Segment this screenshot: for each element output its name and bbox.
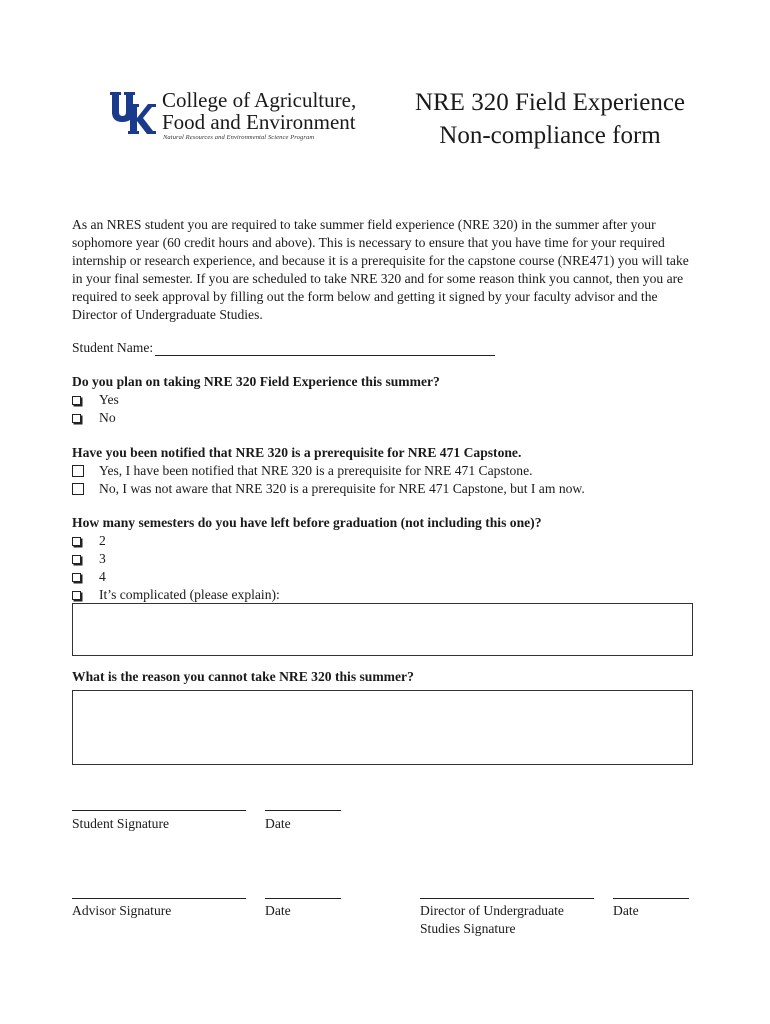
option-label: 4 xyxy=(99,569,106,584)
student-signature-label: Student Signature xyxy=(72,816,170,831)
title-line1: NRE 320 Field Experience xyxy=(414,89,686,116)
checkbox-icon[interactable] xyxy=(72,555,81,564)
option-label: No xyxy=(99,410,116,425)
form-title xyxy=(395,86,705,152)
option-2[interactable] xyxy=(72,532,106,550)
reason-textarea[interactable] xyxy=(72,690,693,765)
checkbox-icon[interactable] xyxy=(72,591,81,600)
checkbox-icon[interactable] xyxy=(72,396,81,405)
director-signature-label xyxy=(420,902,564,938)
checkbox-icon[interactable] xyxy=(72,465,84,477)
explain-textarea[interactable] xyxy=(72,603,693,656)
option-label: Yes xyxy=(99,392,119,407)
checkbox-icon[interactable] xyxy=(72,573,81,582)
option-3[interactable] xyxy=(72,550,106,568)
question-plan-nre320: Do you plan on taking NRE 320 Field Experience this summer? xyxy=(72,374,440,389)
college-name-line2: Food and Environment xyxy=(162,110,356,134)
uk-logo-mark-icon xyxy=(110,92,156,134)
option-notified-no[interactable] xyxy=(72,480,585,498)
checkbox-icon[interactable] xyxy=(72,414,81,423)
option-label: 2 xyxy=(99,533,106,548)
option-label: Yes, I have been notified that NRE 320 is a prerequisite for NRE 471 Capstone. xyxy=(99,463,533,478)
college-name-line1: College of Agriculture, xyxy=(162,88,357,112)
option-complicated[interactable] xyxy=(72,586,280,604)
option-4[interactable] xyxy=(72,568,106,586)
program-name: Natural Resources and Environmental Science Program xyxy=(163,134,315,141)
student-date-line[interactable] xyxy=(265,810,341,811)
student-signature-line[interactable] xyxy=(72,810,246,811)
option-label: It’s complicated (please explain): xyxy=(99,587,280,602)
advisor-signature-label: Advisor Signature xyxy=(72,903,172,918)
director-date-label: Date xyxy=(613,903,639,918)
student-date-label: Date xyxy=(265,816,291,831)
option-yes[interactable] xyxy=(72,391,119,409)
advisor-signature-line[interactable] xyxy=(72,898,246,899)
question-semesters-left: How many semesters do you have left before graduation (not including this one)? xyxy=(72,515,542,530)
question-reason: What is the reason you cannot take NRE 320 this summer? xyxy=(72,669,414,684)
checkbox-icon[interactable] xyxy=(72,537,81,546)
title-line2: Non-compliance form xyxy=(439,122,661,149)
student-name-field[interactable] xyxy=(155,341,495,356)
director-signature-line[interactable] xyxy=(420,898,594,899)
option-notified-yes[interactable] xyxy=(72,462,533,480)
student-name-row xyxy=(72,340,495,356)
intro-paragraph: As an NRES student you are required to take summer field experience (NRE 320) in the summer after your sophomore year (60 credit hours and above). This is necessary to ensure that you have time for your required internship or research experience, and because it is a prerequisite for the capstone course (NRE471) you will take in your final semester. If you are scheduled to take NRE 320 and for some reason think you cannot, then you are required to seek approval by filling out the form below and getting it signed by your faculty advisor and the Director of Undergraduate Studies. xyxy=(72,217,689,322)
student-name-label: Student Name: xyxy=(72,340,154,355)
director-signature-label-line1: Director of Undergraduate xyxy=(420,903,564,918)
uk-logo xyxy=(110,90,390,146)
checkbox-icon[interactable] xyxy=(72,483,84,495)
option-no[interactable] xyxy=(72,409,116,427)
advisor-date-label: Date xyxy=(265,903,291,918)
advisor-date-line[interactable] xyxy=(265,898,341,899)
director-signature-label-line2: Studies Signature xyxy=(420,921,516,936)
question-notified-prereq: Have you been notified that NRE 320 is a prerequisite for NRE 471 Capstone. xyxy=(72,445,522,460)
option-label: 3 xyxy=(99,551,106,566)
director-date-line[interactable] xyxy=(613,898,689,899)
option-label: No, I was not aware that NRE 320 is a prerequisite for NRE 471 Capstone, but I am now. xyxy=(99,481,585,496)
